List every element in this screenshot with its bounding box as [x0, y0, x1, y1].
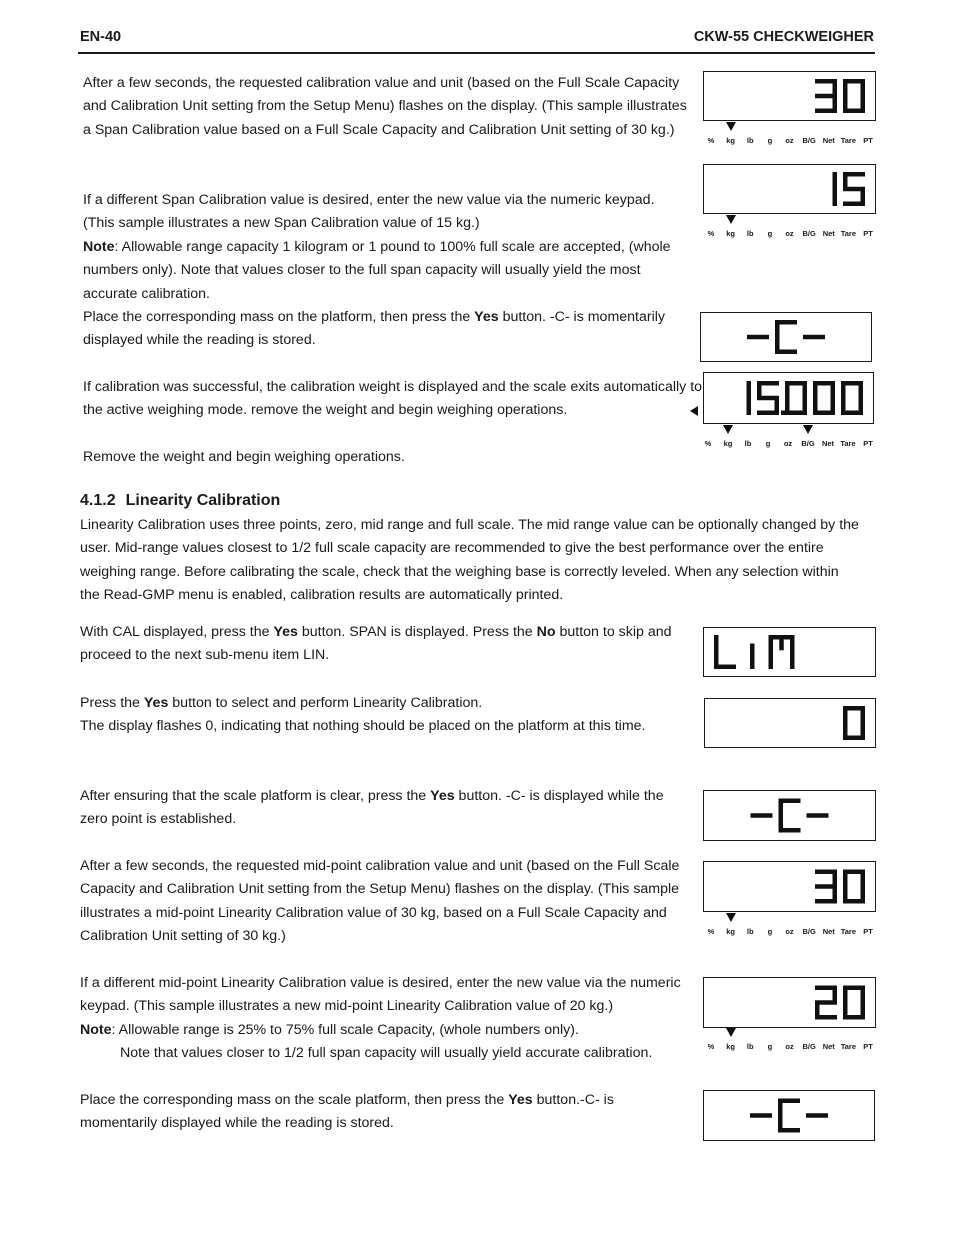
annunciator-row [703, 215, 876, 243]
annunciator-label: Net [822, 927, 835, 936]
annunciator-label: kg [726, 1042, 735, 1051]
lcd-segment [778, 1099, 783, 1116]
lcd-display [703, 790, 876, 841]
lcd-segment [769, 635, 774, 669]
cal-text-c: button to skip and proceed to the next sub-menu item LIN. [80, 624, 672, 664]
lcd-segment [815, 899, 837, 904]
note-text-2: Note that values closer to 1/2 full span capacity will usually yield accurate calibration. [120, 1045, 653, 1062]
note-label: Note [83, 238, 115, 255]
place-mass-platform-text-b: button.-C- is momentarily displayed while the reading is stored. [80, 1092, 614, 1132]
lcd-segment [843, 96, 848, 113]
annunciator-label: Tare [840, 136, 857, 145]
annunciator-label: lb [746, 229, 754, 238]
lcd-segment [861, 79, 866, 96]
annunciator-label: % [707, 229, 715, 238]
lcd-segment [813, 381, 818, 398]
lcd-digits [704, 165, 875, 213]
annunciator-label: PT [863, 439, 873, 448]
annunciator-label: lb [744, 439, 752, 448]
lcd-display [703, 164, 876, 214]
lcd-segment [843, 870, 848, 887]
lcd-segment [775, 350, 797, 355]
lcd-segment [861, 870, 866, 887]
lcd-segment [843, 172, 848, 189]
span-new-value-paragraph [83, 189, 688, 306]
annunciator-label: % [707, 927, 715, 936]
lcd-digits [704, 862, 875, 911]
page-number: EN-40 [80, 29, 122, 45]
lcd-digits [704, 72, 875, 120]
lcd-segment [833, 172, 838, 189]
header-rule [78, 52, 875, 54]
indicator-arrow-icon [726, 215, 736, 224]
place-mass-text-a: Place the corresponding mass on the platform, then press the [83, 309, 475, 325]
annunciator-label: kg [723, 439, 733, 448]
annunciator-label: g [765, 439, 771, 448]
indicator-arrow-icon [726, 913, 736, 922]
lcd-segment [831, 381, 836, 398]
lcd-segment [785, 381, 790, 398]
section-title: Linearity Calibration [125, 492, 281, 509]
annunciator-label: B/G [802, 229, 816, 238]
lcd-segment [843, 723, 848, 740]
lcd-segment [841, 398, 846, 415]
lcd-segment [833, 870, 838, 887]
yes-keyword: Yes [474, 309, 499, 325]
span-new-value-text: If a different Span Calibration value is desired, enter the new value via the numeric keypad. (This sample illustrates a new Span Calibration value of 15 kg.) [83, 192, 655, 232]
lcd-segment [843, 706, 848, 723]
lcd-digits [704, 791, 875, 840]
lcd-segment [747, 398, 752, 415]
annunciator-label: B/G [802, 1042, 816, 1051]
section-number: 4.1.2 [80, 492, 116, 509]
annunciator-label: lb [746, 136, 754, 145]
annunciator-label: g [767, 1042, 773, 1051]
lcd-segment [779, 828, 801, 833]
lcd-segment [747, 335, 769, 340]
annunciator-label: Tare [840, 229, 857, 238]
lcd-display [703, 71, 876, 121]
lcd-segment [843, 887, 848, 904]
lcd-display [703, 1090, 875, 1141]
note-text: : Allowable range capacity 1 kilogram or 1 pound to 100% full scale are accepted, (whole numbers only). Note that values closer to the full span capacity will usually yield the most accurate calibration. [83, 238, 671, 302]
annunciator-label: lb [746, 927, 754, 936]
annunciator-label: Net [822, 136, 835, 145]
annunciator-label: kg [726, 136, 735, 145]
annunciator-label: g [767, 136, 773, 145]
yes-keyword: Yes [508, 1092, 533, 1108]
lcd-segment [747, 381, 752, 398]
annunciator-label: PT [863, 229, 873, 238]
lcd-segment [813, 398, 818, 415]
place-mass-platform-text-a: Place the corresponding mass on the scale platform, then press the [80, 1092, 509, 1108]
lcd-segment [757, 381, 762, 398]
section-heading [80, 492, 280, 510]
lcd-digits [704, 373, 873, 423]
zero-point-paragraph [80, 785, 680, 832]
annunciator-label: Tare [840, 439, 856, 448]
lcd-segment [790, 635, 795, 669]
lcd-segment [843, 202, 865, 207]
annunciator-label: PT [863, 1042, 873, 1051]
annunciator-label: Net [822, 229, 835, 238]
lcd-digits [704, 978, 875, 1027]
annunciator-label: oz [785, 927, 794, 936]
cal-displayed-paragraph [80, 621, 685, 668]
note-label: Note [80, 1021, 112, 1038]
indicator-arrow-icon [726, 1028, 736, 1037]
linearity-intro-paragraph [80, 514, 860, 608]
lcd-segment [841, 381, 846, 398]
mid-point-paragraph [80, 855, 685, 949]
annunciator-label: % [704, 439, 712, 448]
calibration-success-text: If calibration was successful, the calibration weight is displayed and the scale exits automatically to the active weighing mode. remove the weight and begin weighing operations. [83, 379, 703, 419]
lcd-segment [785, 398, 790, 415]
annunciator-row [703, 1028, 876, 1056]
lcd-segment [833, 986, 838, 1003]
lcd-segment [778, 1128, 800, 1133]
span-value-text: After a few seconds, the requested calibration value and unit (based on the Full Scale Capacity and Calibration Unit setting from the Setup Menu) flashes on the display. (This sample illustrates a Span Calibration value based on a Full Scale Capacity and Calibration Unit setting of 30 kg.) [83, 75, 687, 138]
lcd-digits [704, 628, 875, 676]
lcd-segment [833, 79, 838, 96]
lcd-segment [714, 665, 736, 670]
annunciator-label: Net [822, 1042, 835, 1051]
lcd-segment [779, 799, 784, 816]
annunciator-label: kg [726, 927, 735, 936]
lcd-segment [751, 813, 773, 818]
remove-weight-paragraph [83, 446, 688, 469]
annunciator-label: Tare [840, 927, 857, 936]
document-title: CKW-55 CHECKWEIGHER [693, 29, 874, 45]
annunciator-label: oz [785, 229, 794, 238]
linearity-intro-text: Linearity Calibration uses three points, zero, mid range and full scale. The mid range value can be optionally changed by the user. Mid-range values closest to 1/2 full scale capacity are recommended to give the best performance over the entire weighing range. Before calibrating the scale, check that the weighing base is correctly leveled. When any selection within the Read-GMP menu is enabled, calibration results are automatically printed. [80, 517, 859, 604]
lcd-segment [806, 1113, 828, 1118]
lcd-segment [750, 1113, 772, 1118]
lcd-display [703, 977, 876, 1028]
note-text: : Allowable range is 25% to 75% full scale Capacity, (whole numbers only). [111, 1021, 579, 1038]
place-mass-paragraph [83, 306, 688, 353]
lcd-segment [803, 335, 825, 340]
annunciator-label: lb [746, 1042, 754, 1051]
lcd-segment [775, 320, 780, 337]
lcd-display [704, 698, 876, 748]
indicator-arrow-icon [726, 122, 736, 131]
lcd-digits [701, 313, 871, 361]
lcd-segment [843, 79, 848, 96]
lcd-segment [843, 986, 848, 1003]
zero-text-a: After ensuring that the scale platform is clear, press the [80, 788, 431, 804]
annunciator-row [703, 122, 876, 150]
annunciator-label: % [707, 136, 715, 145]
annunciator-label: oz [783, 439, 793, 448]
annunciator-label: oz [785, 1042, 794, 1051]
lcd-segment [803, 381, 808, 398]
yes-keyword: Yes [430, 788, 455, 804]
lcd-segment [833, 189, 838, 206]
annunciator-label: g [767, 927, 773, 936]
span-value-paragraph [83, 72, 688, 142]
pointer-arrow-icon [690, 406, 698, 416]
annunciator-label: kg [726, 229, 735, 238]
lcd-segment [807, 813, 829, 818]
annunciator-label: g [767, 229, 773, 238]
lcd-segment [750, 644, 755, 670]
cal-text-b: button. SPAN is displayed. Press the [297, 624, 537, 640]
remove-weight-text: Remove the weight and begin weighing operations. [83, 449, 405, 465]
lcd-segment [779, 635, 784, 650]
perform-text-a: Press the [80, 695, 144, 711]
calibration-success-paragraph [83, 376, 703, 423]
annunciator-label: B/G [802, 927, 816, 936]
annunciator-label: PT [863, 927, 873, 936]
lcd-display [700, 312, 872, 362]
indicator-arrow-icon [803, 425, 813, 434]
yes-keyword: Yes [143, 695, 169, 711]
lcd-segment [714, 635, 719, 652]
annunciator-label: Tare [840, 1042, 857, 1051]
yes-keyword: Yes [273, 624, 298, 640]
perform-text-c: The display flashes 0, indicating that nothing should be placed on the platform at this time. [80, 718, 646, 735]
annunciator-label: Net [821, 439, 835, 448]
lcd-segment [859, 381, 864, 398]
perform-linearity-paragraph [80, 692, 690, 739]
lcd-segment [861, 986, 866, 1003]
mid-point-new-value-paragraph [80, 972, 685, 1066]
lcd-digits [704, 1091, 874, 1140]
lcd-segment [843, 1003, 848, 1020]
lcd-segment [815, 109, 837, 114]
lcd-display [703, 627, 876, 677]
place-mass-platform-paragraph [80, 1089, 640, 1136]
indicator-arrow-icon [723, 425, 733, 434]
annunciator-label: PT [863, 136, 873, 145]
lcd-segment [861, 706, 866, 723]
lcd-display [703, 861, 876, 912]
annunciator-label: % [707, 1042, 715, 1051]
no-keyword: No [536, 624, 556, 640]
annunciator-label: oz [785, 136, 794, 145]
cal-text-a: With CAL displayed, press the [80, 624, 274, 640]
lcd-segment [757, 411, 779, 416]
annunciator-label: B/G [802, 136, 816, 145]
place-mass-text-b: button. -C- is momentarily displayed while the reading is stored. [83, 309, 665, 349]
lcd-segment [815, 1015, 837, 1020]
lcd-digits [705, 699, 875, 747]
perform-text-b: button to select and perform Linearity Calibration. [168, 695, 483, 711]
zero-text-b: button. -C- is displayed while the zero point is established. [80, 788, 664, 828]
mid-point-new-value-text: If a different mid-point Linearity Calibration value is desired, enter the new value via the numeric keypad. (This sample illustrates a new mid-point Linearity Calibration value of 20 kg.) [80, 975, 681, 1015]
mid-point-text: After a few seconds, the requested mid-point calibration value and unit (based on the Full Scale Capacity and Calibration Unit setting from the Setup Menu) flashes on the display. (This sample illustrates a mid-point Linearity Calibration value of 30 kg, based on a Full Scale Capacity and Calibration Unit setting of 30 kg.) [80, 858, 680, 945]
decimal-point [781, 411, 786, 416]
annunciator-row [703, 913, 876, 941]
annunciator-label: B/G [801, 439, 815, 448]
lcd-display [703, 372, 874, 424]
annunciator-row [700, 425, 876, 453]
